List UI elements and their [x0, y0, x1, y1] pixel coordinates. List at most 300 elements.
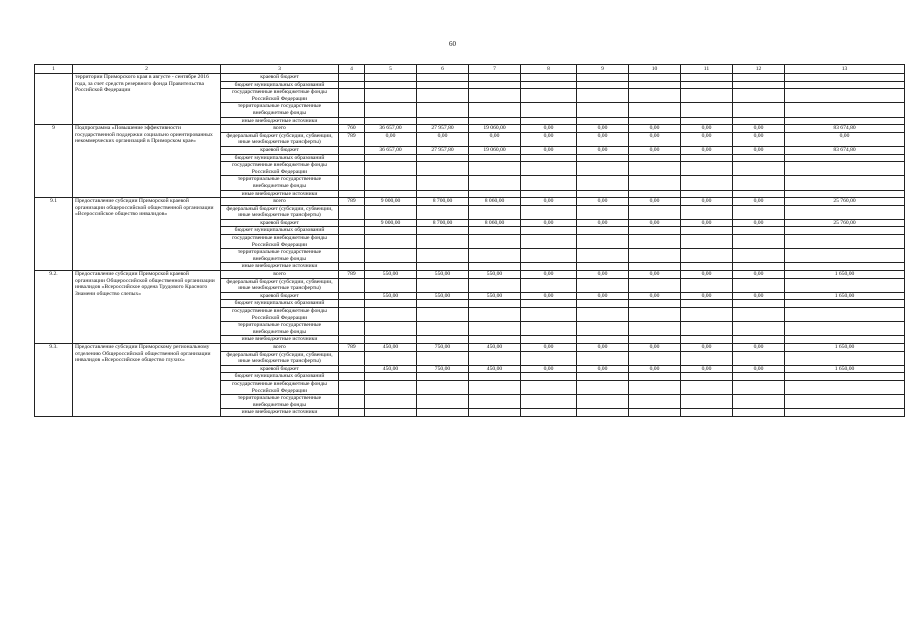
value-cell: 0,00: [577, 125, 629, 133]
value-cell: [417, 103, 469, 117]
value-cell: 1 650,00: [785, 343, 905, 351]
value-cell: [733, 227, 785, 235]
value-cell: [469, 162, 521, 176]
value-cell: 0,00: [681, 132, 733, 146]
value-cell: 0,00: [629, 146, 681, 154]
column-header: 10: [629, 65, 681, 74]
value-cell: [785, 278, 905, 292]
value-cell: [629, 74, 681, 82]
code-cell: [339, 322, 365, 336]
value-cell: [521, 190, 577, 198]
code-cell: [339, 162, 365, 176]
row-number-cell: 9.1: [35, 198, 73, 271]
value-cell: [417, 395, 469, 409]
value-cell: [785, 373, 905, 381]
value-cell: [681, 322, 733, 336]
row-description: Подпрограмма «Повышение эффективности государственной поддержки социально ориентированных некоммерческих организаций в Приморском крае»: [73, 125, 221, 198]
value-cell: [521, 322, 577, 336]
value-cell: [733, 190, 785, 198]
value-cell: [577, 322, 629, 336]
value-cell: 0,00: [681, 198, 733, 206]
value-cell: [577, 154, 629, 162]
code-cell: [339, 146, 365, 154]
value-cell: [365, 395, 417, 409]
value-cell: [681, 263, 733, 271]
value-cell: 0,00: [521, 292, 577, 300]
value-cell: [417, 380, 469, 394]
funding-source: краевой бюджет: [221, 292, 339, 300]
value-cell: [577, 351, 629, 365]
value-cell: [417, 176, 469, 190]
value-cell: [365, 176, 417, 190]
value-cell: [681, 351, 733, 365]
code-cell: 789: [339, 343, 365, 351]
value-cell: [785, 205, 905, 219]
value-cell: [681, 176, 733, 190]
value-cell: 450,00: [469, 365, 521, 373]
value-cell: [681, 154, 733, 162]
value-cell: [469, 409, 521, 417]
value-cell: [365, 89, 417, 103]
value-cell: 0,00: [733, 343, 785, 351]
value-cell: [785, 263, 905, 271]
value-cell: [577, 162, 629, 176]
funding-source: государственные внебюджетные фонды Российской Федерации: [221, 235, 339, 249]
value-cell: [629, 395, 681, 409]
column-header: 5: [365, 65, 417, 74]
value-cell: [417, 205, 469, 219]
column-header: 4: [339, 65, 365, 74]
funding-source: территориальные государственные внебюджетные фонды: [221, 395, 339, 409]
value-cell: [629, 336, 681, 344]
value-cell: [733, 249, 785, 263]
code-cell: [339, 395, 365, 409]
value-cell: [469, 227, 521, 235]
value-cell: [417, 227, 469, 235]
value-cell: 0,00: [733, 146, 785, 154]
value-cell: 0,00: [577, 343, 629, 351]
value-cell: [521, 227, 577, 235]
code-cell: [339, 263, 365, 271]
value-cell: [521, 89, 577, 103]
value-cell: [469, 154, 521, 162]
header-row: [35, 65, 905, 74]
value-cell: [733, 263, 785, 271]
value-cell: [521, 74, 577, 82]
column-header: 13: [785, 65, 905, 74]
value-cell: [785, 336, 905, 344]
value-cell: [469, 308, 521, 322]
value-cell: [469, 373, 521, 381]
value-cell: 0,00: [521, 146, 577, 154]
value-cell: [629, 154, 681, 162]
value-cell: [469, 351, 521, 365]
value-cell: [785, 395, 905, 409]
value-cell: [577, 395, 629, 409]
value-cell: [365, 74, 417, 82]
code-cell: [339, 235, 365, 249]
value-cell: 0,00: [681, 365, 733, 373]
funding-source: краевой бюджет: [221, 219, 339, 227]
funding-source: государственные внебюджетные фонды Российской Федерации: [221, 308, 339, 322]
value-cell: [521, 308, 577, 322]
value-cell: [629, 249, 681, 263]
code-cell: [339, 308, 365, 322]
value-cell: 0,00: [681, 219, 733, 227]
column-header: 8: [521, 65, 577, 74]
value-cell: 1 650,00: [785, 271, 905, 279]
value-cell: 0,00: [521, 219, 577, 227]
value-cell: 550,00: [417, 271, 469, 279]
value-cell: 550,00: [469, 271, 521, 279]
code-cell: [339, 278, 365, 292]
value-cell: 0,00: [733, 132, 785, 146]
value-cell: [681, 308, 733, 322]
funding-source: территориальные государственные внебюджетные фонды: [221, 176, 339, 190]
value-cell: [469, 74, 521, 82]
row-number-cell: 9.3.: [35, 343, 73, 416]
value-cell: [577, 117, 629, 125]
code-cell: 760: [339, 125, 365, 133]
value-cell: [733, 308, 785, 322]
value-cell: 550,00: [469, 292, 521, 300]
value-cell: [785, 227, 905, 235]
value-cell: 36 657,00: [365, 125, 417, 133]
value-cell: [681, 162, 733, 176]
value-cell: [681, 227, 733, 235]
value-cell: [577, 89, 629, 103]
value-cell: 0,00: [577, 365, 629, 373]
value-cell: [417, 154, 469, 162]
value-cell: 0,00: [681, 292, 733, 300]
funding-source: бюджет муниципальных образований: [221, 373, 339, 381]
value-cell: [577, 300, 629, 308]
value-cell: 0,00: [629, 365, 681, 373]
value-cell: [417, 336, 469, 344]
value-cell: 0,00: [733, 219, 785, 227]
row-number-cell: [35, 74, 73, 125]
value-cell: 0,00: [577, 219, 629, 227]
table-row: [35, 271, 905, 279]
value-cell: [521, 380, 577, 394]
code-cell: [339, 103, 365, 117]
row-description: Предоставление субсидии Приморской краевой организации общероссийской общественной организации «Всероссийское общество инвалидов»: [73, 198, 221, 271]
column-header: 3: [221, 65, 339, 74]
code-cell: [339, 154, 365, 162]
value-cell: [521, 373, 577, 381]
value-cell: [629, 300, 681, 308]
funding-source: государственные внебюджетные фонды Российской Федерации: [221, 89, 339, 103]
value-cell: [733, 162, 785, 176]
table-row: [35, 74, 905, 82]
value-cell: [785, 117, 905, 125]
value-cell: [733, 373, 785, 381]
value-cell: [681, 81, 733, 89]
value-cell: [577, 235, 629, 249]
value-cell: [733, 89, 785, 103]
value-cell: [469, 380, 521, 394]
value-cell: [365, 162, 417, 176]
value-cell: [365, 336, 417, 344]
value-cell: [365, 300, 417, 308]
code-cell: [339, 409, 365, 417]
value-cell: [417, 117, 469, 125]
code-cell: [339, 205, 365, 219]
code-cell: [339, 292, 365, 300]
value-cell: [577, 380, 629, 394]
funding-source: всего: [221, 271, 339, 279]
value-cell: [365, 205, 417, 219]
value-cell: [733, 351, 785, 365]
value-cell: [577, 409, 629, 417]
code-cell: [339, 74, 365, 82]
value-cell: [469, 205, 521, 219]
value-cell: 0,00: [417, 132, 469, 146]
value-cell: 25 760,00: [785, 198, 905, 206]
value-cell: [365, 278, 417, 292]
value-cell: [365, 235, 417, 249]
funding-source: федеральный бюджет (субсидии, субвенции, иные межбюджетные трансферты): [221, 205, 339, 219]
value-cell: [365, 351, 417, 365]
value-cell: [417, 373, 469, 381]
value-cell: 750,00: [417, 343, 469, 351]
value-cell: [785, 351, 905, 365]
value-cell: [521, 351, 577, 365]
table-row: [35, 125, 905, 133]
value-cell: [521, 176, 577, 190]
value-cell: 83 674,80: [785, 146, 905, 154]
value-cell: [681, 373, 733, 381]
value-cell: [629, 176, 681, 190]
value-cell: [417, 409, 469, 417]
value-cell: [681, 380, 733, 394]
value-cell: [365, 409, 417, 417]
value-cell: [469, 117, 521, 125]
funding-source: иные внебюджетные источники: [221, 117, 339, 125]
funding-source: территориальные государственные внебюджетные фонды: [221, 249, 339, 263]
funding-source: краевой бюджет: [221, 74, 339, 82]
value-cell: [365, 81, 417, 89]
value-cell: 19 060,00: [469, 125, 521, 133]
value-cell: 0,00: [629, 198, 681, 206]
row-number-cell: 9: [35, 125, 73, 198]
value-cell: [365, 227, 417, 235]
value-cell: [785, 154, 905, 162]
value-cell: [577, 336, 629, 344]
code-cell: 789: [339, 198, 365, 206]
code-cell: [339, 176, 365, 190]
value-cell: 450,00: [365, 343, 417, 351]
value-cell: [469, 395, 521, 409]
value-cell: [417, 278, 469, 292]
value-cell: [577, 249, 629, 263]
row-description: Предоставление субсидии Приморскому региональному отделению Общероссийской общественной организации инвалидов «Всероссийское общество глухих»: [73, 343, 221, 416]
value-cell: [417, 89, 469, 103]
code-cell: 789: [339, 271, 365, 279]
value-cell: 8 060,00: [469, 219, 521, 227]
value-cell: 1 650,00: [785, 365, 905, 373]
code-cell: [339, 365, 365, 373]
value-cell: [577, 308, 629, 322]
value-cell: 0,00: [681, 125, 733, 133]
value-cell: [521, 249, 577, 263]
value-cell: [733, 300, 785, 308]
value-cell: [785, 74, 905, 82]
code-cell: [339, 227, 365, 235]
value-cell: 750,00: [417, 365, 469, 373]
table-body: [35, 74, 905, 417]
budget-table: [34, 64, 905, 417]
funding-source: бюджет муниципальных образований: [221, 300, 339, 308]
value-cell: [785, 103, 905, 117]
funding-source: всего: [221, 343, 339, 351]
column-header: 1: [35, 65, 73, 74]
value-cell: [417, 235, 469, 249]
value-cell: [629, 322, 681, 336]
value-cell: [365, 190, 417, 198]
value-cell: 8 060,00: [469, 198, 521, 206]
value-cell: 0,00: [785, 132, 905, 146]
value-cell: [469, 235, 521, 249]
funding-source: территориальные государственные внебюджетные фонды: [221, 103, 339, 117]
value-cell: [733, 205, 785, 219]
value-cell: [365, 103, 417, 117]
value-cell: [785, 235, 905, 249]
value-cell: [469, 249, 521, 263]
value-cell: 1 650,00: [785, 292, 905, 300]
value-cell: 8 700,00: [417, 219, 469, 227]
value-cell: [469, 81, 521, 89]
value-cell: [521, 409, 577, 417]
value-cell: 0,00: [629, 219, 681, 227]
value-cell: [521, 103, 577, 117]
value-cell: [629, 263, 681, 271]
value-cell: 8 700,00: [417, 198, 469, 206]
value-cell: [785, 380, 905, 394]
value-cell: [733, 409, 785, 417]
value-cell: [469, 103, 521, 117]
value-cell: [577, 74, 629, 82]
value-cell: [521, 395, 577, 409]
value-cell: 9 000,00: [365, 198, 417, 206]
value-cell: [733, 117, 785, 125]
funding-source: государственные внебюджетные фонды Российской Федерации: [221, 380, 339, 394]
value-cell: [629, 380, 681, 394]
value-cell: [521, 81, 577, 89]
value-cell: [521, 300, 577, 308]
funding-source: иные внебюджетные источники: [221, 190, 339, 198]
value-cell: 0,00: [733, 125, 785, 133]
value-cell: [629, 205, 681, 219]
funding-source: территориальные государственные внебюджетные фонды: [221, 322, 339, 336]
value-cell: [629, 81, 681, 89]
value-cell: [733, 74, 785, 82]
value-cell: 450,00: [469, 343, 521, 351]
value-cell: [469, 278, 521, 292]
value-cell: [733, 235, 785, 249]
value-cell: [733, 322, 785, 336]
value-cell: [629, 190, 681, 198]
value-cell: 0,00: [733, 198, 785, 206]
value-cell: 550,00: [417, 292, 469, 300]
value-cell: [681, 395, 733, 409]
code-cell: [339, 373, 365, 381]
value-cell: [521, 154, 577, 162]
row-description: территории Приморского края в августе - сентябре 2016 года, за счет средств резервного фонда Правительства Российской Федерации: [73, 74, 221, 125]
value-cell: [417, 308, 469, 322]
funding-source: краевой бюджет: [221, 146, 339, 154]
funding-source: федеральный бюджет (субсидии, субвенции, иные межбюджетные трансферты): [221, 278, 339, 292]
column-header: 7: [469, 65, 521, 74]
value-cell: [785, 162, 905, 176]
code-cell: [339, 336, 365, 344]
value-cell: [733, 176, 785, 190]
value-cell: [681, 235, 733, 249]
value-cell: [365, 322, 417, 336]
value-cell: [629, 278, 681, 292]
funding-source: федеральный бюджет (субсидии, субвенции, иные межбюджетные трансферты): [221, 351, 339, 365]
code-cell: 789: [339, 132, 365, 146]
value-cell: [785, 176, 905, 190]
value-cell: [417, 322, 469, 336]
value-cell: 0,00: [577, 198, 629, 206]
value-cell: [681, 278, 733, 292]
value-cell: [681, 300, 733, 308]
value-cell: [785, 190, 905, 198]
value-cell: [785, 81, 905, 89]
value-cell: [469, 89, 521, 103]
value-cell: [521, 336, 577, 344]
value-cell: 0,00: [577, 271, 629, 279]
code-cell: [339, 380, 365, 394]
value-cell: 27 957,80: [417, 146, 469, 154]
value-cell: 0,00: [521, 365, 577, 373]
value-cell: [577, 263, 629, 271]
value-cell: [365, 154, 417, 162]
value-cell: 0,00: [733, 365, 785, 373]
value-cell: [681, 103, 733, 117]
value-cell: [733, 154, 785, 162]
value-cell: [365, 117, 417, 125]
value-cell: [417, 162, 469, 176]
funding-source: всего: [221, 198, 339, 206]
value-cell: [629, 409, 681, 417]
value-cell: [417, 190, 469, 198]
code-cell: [339, 117, 365, 125]
funding-source: иные внебюджетные источники: [221, 409, 339, 417]
value-cell: [629, 373, 681, 381]
value-cell: 0,00: [733, 271, 785, 279]
value-cell: 0,00: [733, 292, 785, 300]
value-cell: [521, 278, 577, 292]
value-cell: [681, 190, 733, 198]
value-cell: [785, 308, 905, 322]
value-cell: [681, 74, 733, 82]
value-cell: 36 657,00: [365, 146, 417, 154]
value-cell: [733, 278, 785, 292]
value-cell: [521, 162, 577, 176]
value-cell: [785, 322, 905, 336]
funding-source: бюджет муниципальных образований: [221, 227, 339, 235]
table-row: [35, 343, 905, 351]
value-cell: [629, 351, 681, 365]
value-cell: 0,00: [521, 198, 577, 206]
value-cell: 25 760,00: [785, 219, 905, 227]
value-cell: 0,00: [521, 125, 577, 133]
column-header: 12: [733, 65, 785, 74]
value-cell: [417, 249, 469, 263]
code-cell: [339, 300, 365, 308]
